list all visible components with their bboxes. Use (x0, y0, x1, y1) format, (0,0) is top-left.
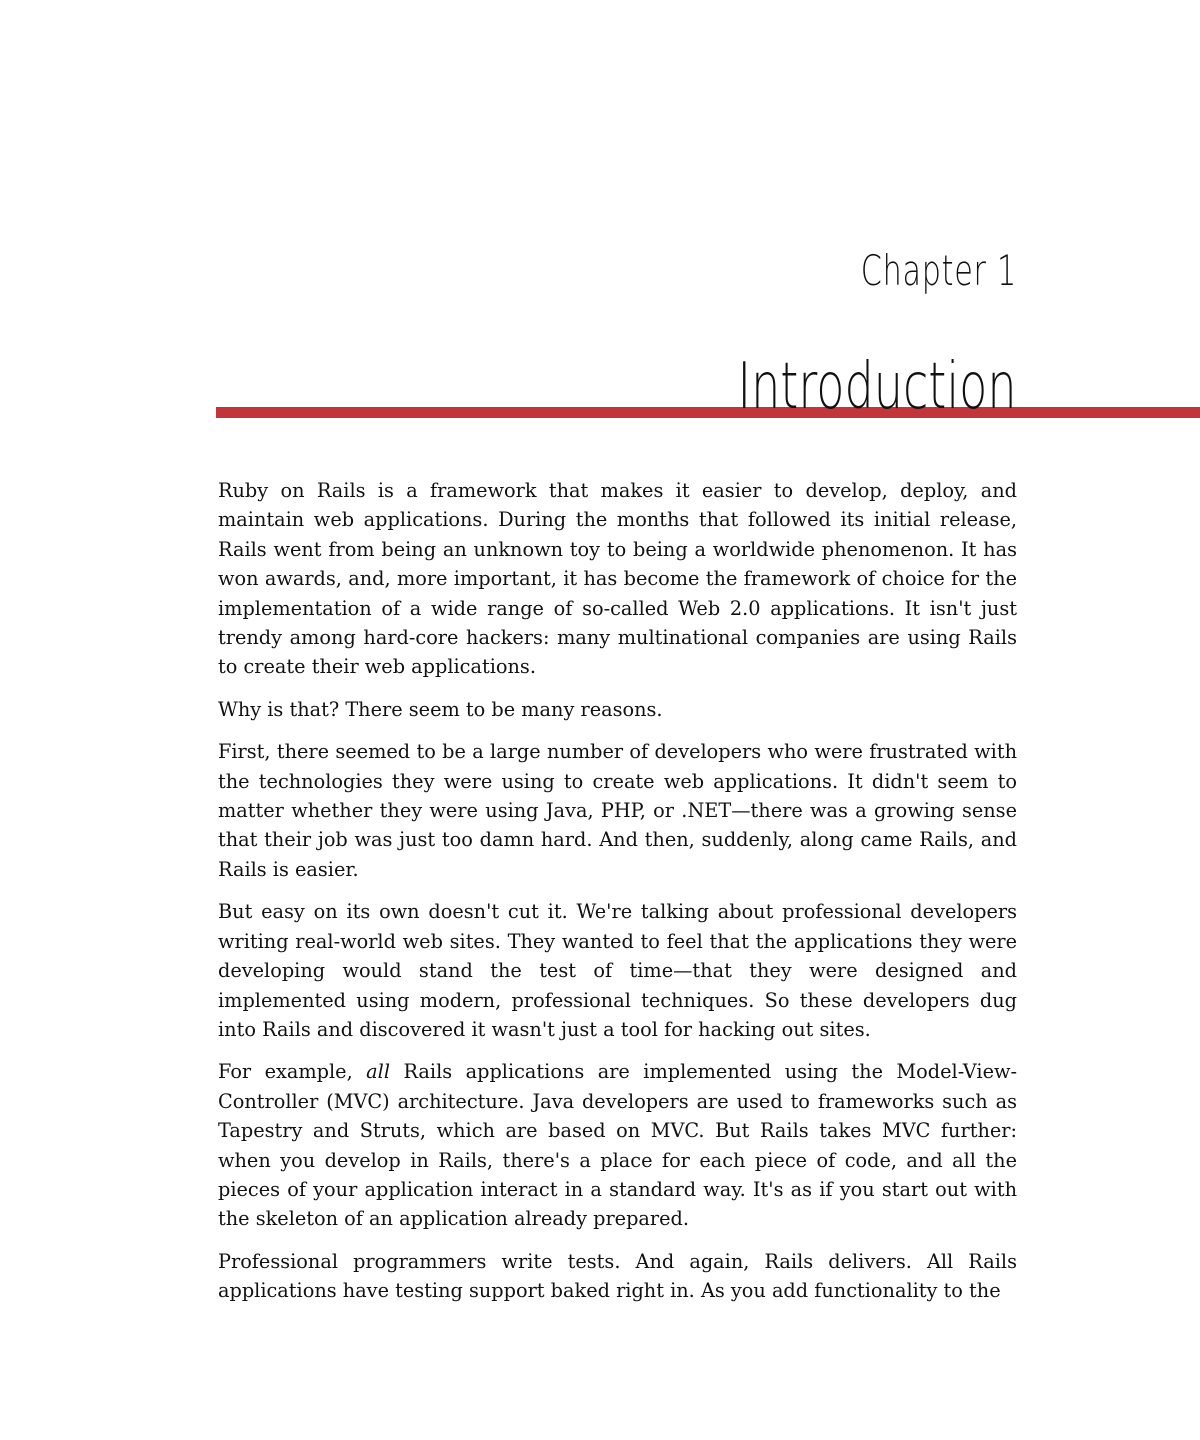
paragraph: But easy on its own doesn't cut it. We're talking about professional developers writing real-world web sites. They wanted to feel that the applications they were developing would stand the test of time—that they were designed and implemented using modern, professional techniques. So these developers dug into Rails and discovered it wasn't just a tool for hacking out sites. (218, 900, 1017, 1041)
paragraph-final: Professional programmers write tests. And again, Rails delivers. All Rails applications have testing support baked right in. As you add functionality to the (218, 1249, 1017, 1303)
chapter-title: Introduction (737, 350, 1017, 424)
paragraph-lead: For example, (218, 1060, 367, 1084)
paragraph-rest: Rails applications are implemented using the Model-View-Controller (MVC) architecture. Java developers are used to frameworks such as Tapestry and Struts, which are based on MVC. But Rails takes MVC further: when you develop in Rails, there's a place for each piece of code, and all the pieces of your application interact in a standard way. It's as if you start out with the skeleton of an application already prepared. (218, 1060, 1017, 1231)
paragraph: Ruby on Rails is a framework that makes it easier to develop, deploy, and maintain web applications. During the months that followed its initial release, Rails went from being an unknown toy to being a worldwide phenomenon. It has won awards, and, more important, it has become the framework of choice for the implementation of a wide range of so-called Web 2.0 applications. It isn't just trendy among hard-core hackers: many multinational companies are using Rails to create their web applications. (218, 479, 1017, 679)
emphasis-all: all (366, 1060, 391, 1084)
paragraph-example (218, 1057, 1017, 1233)
paragraph: Why is that? There seem to be many reasons. (218, 697, 663, 721)
chapter-body (218, 476, 1017, 1319)
chapter-number: Chapter 1 (860, 246, 1017, 295)
chapter-rule (216, 407, 1200, 418)
paragraph: First, there seemed to be a large number of developers who were frustrated with the technologies they were using to create web applications. It didn't seem to matter whether they were using Java, PHP, or .NET—there was a growing sense that their job was just too damn hard. And then, suddenly, along came Rails, and Rails is easier. (218, 740, 1017, 881)
